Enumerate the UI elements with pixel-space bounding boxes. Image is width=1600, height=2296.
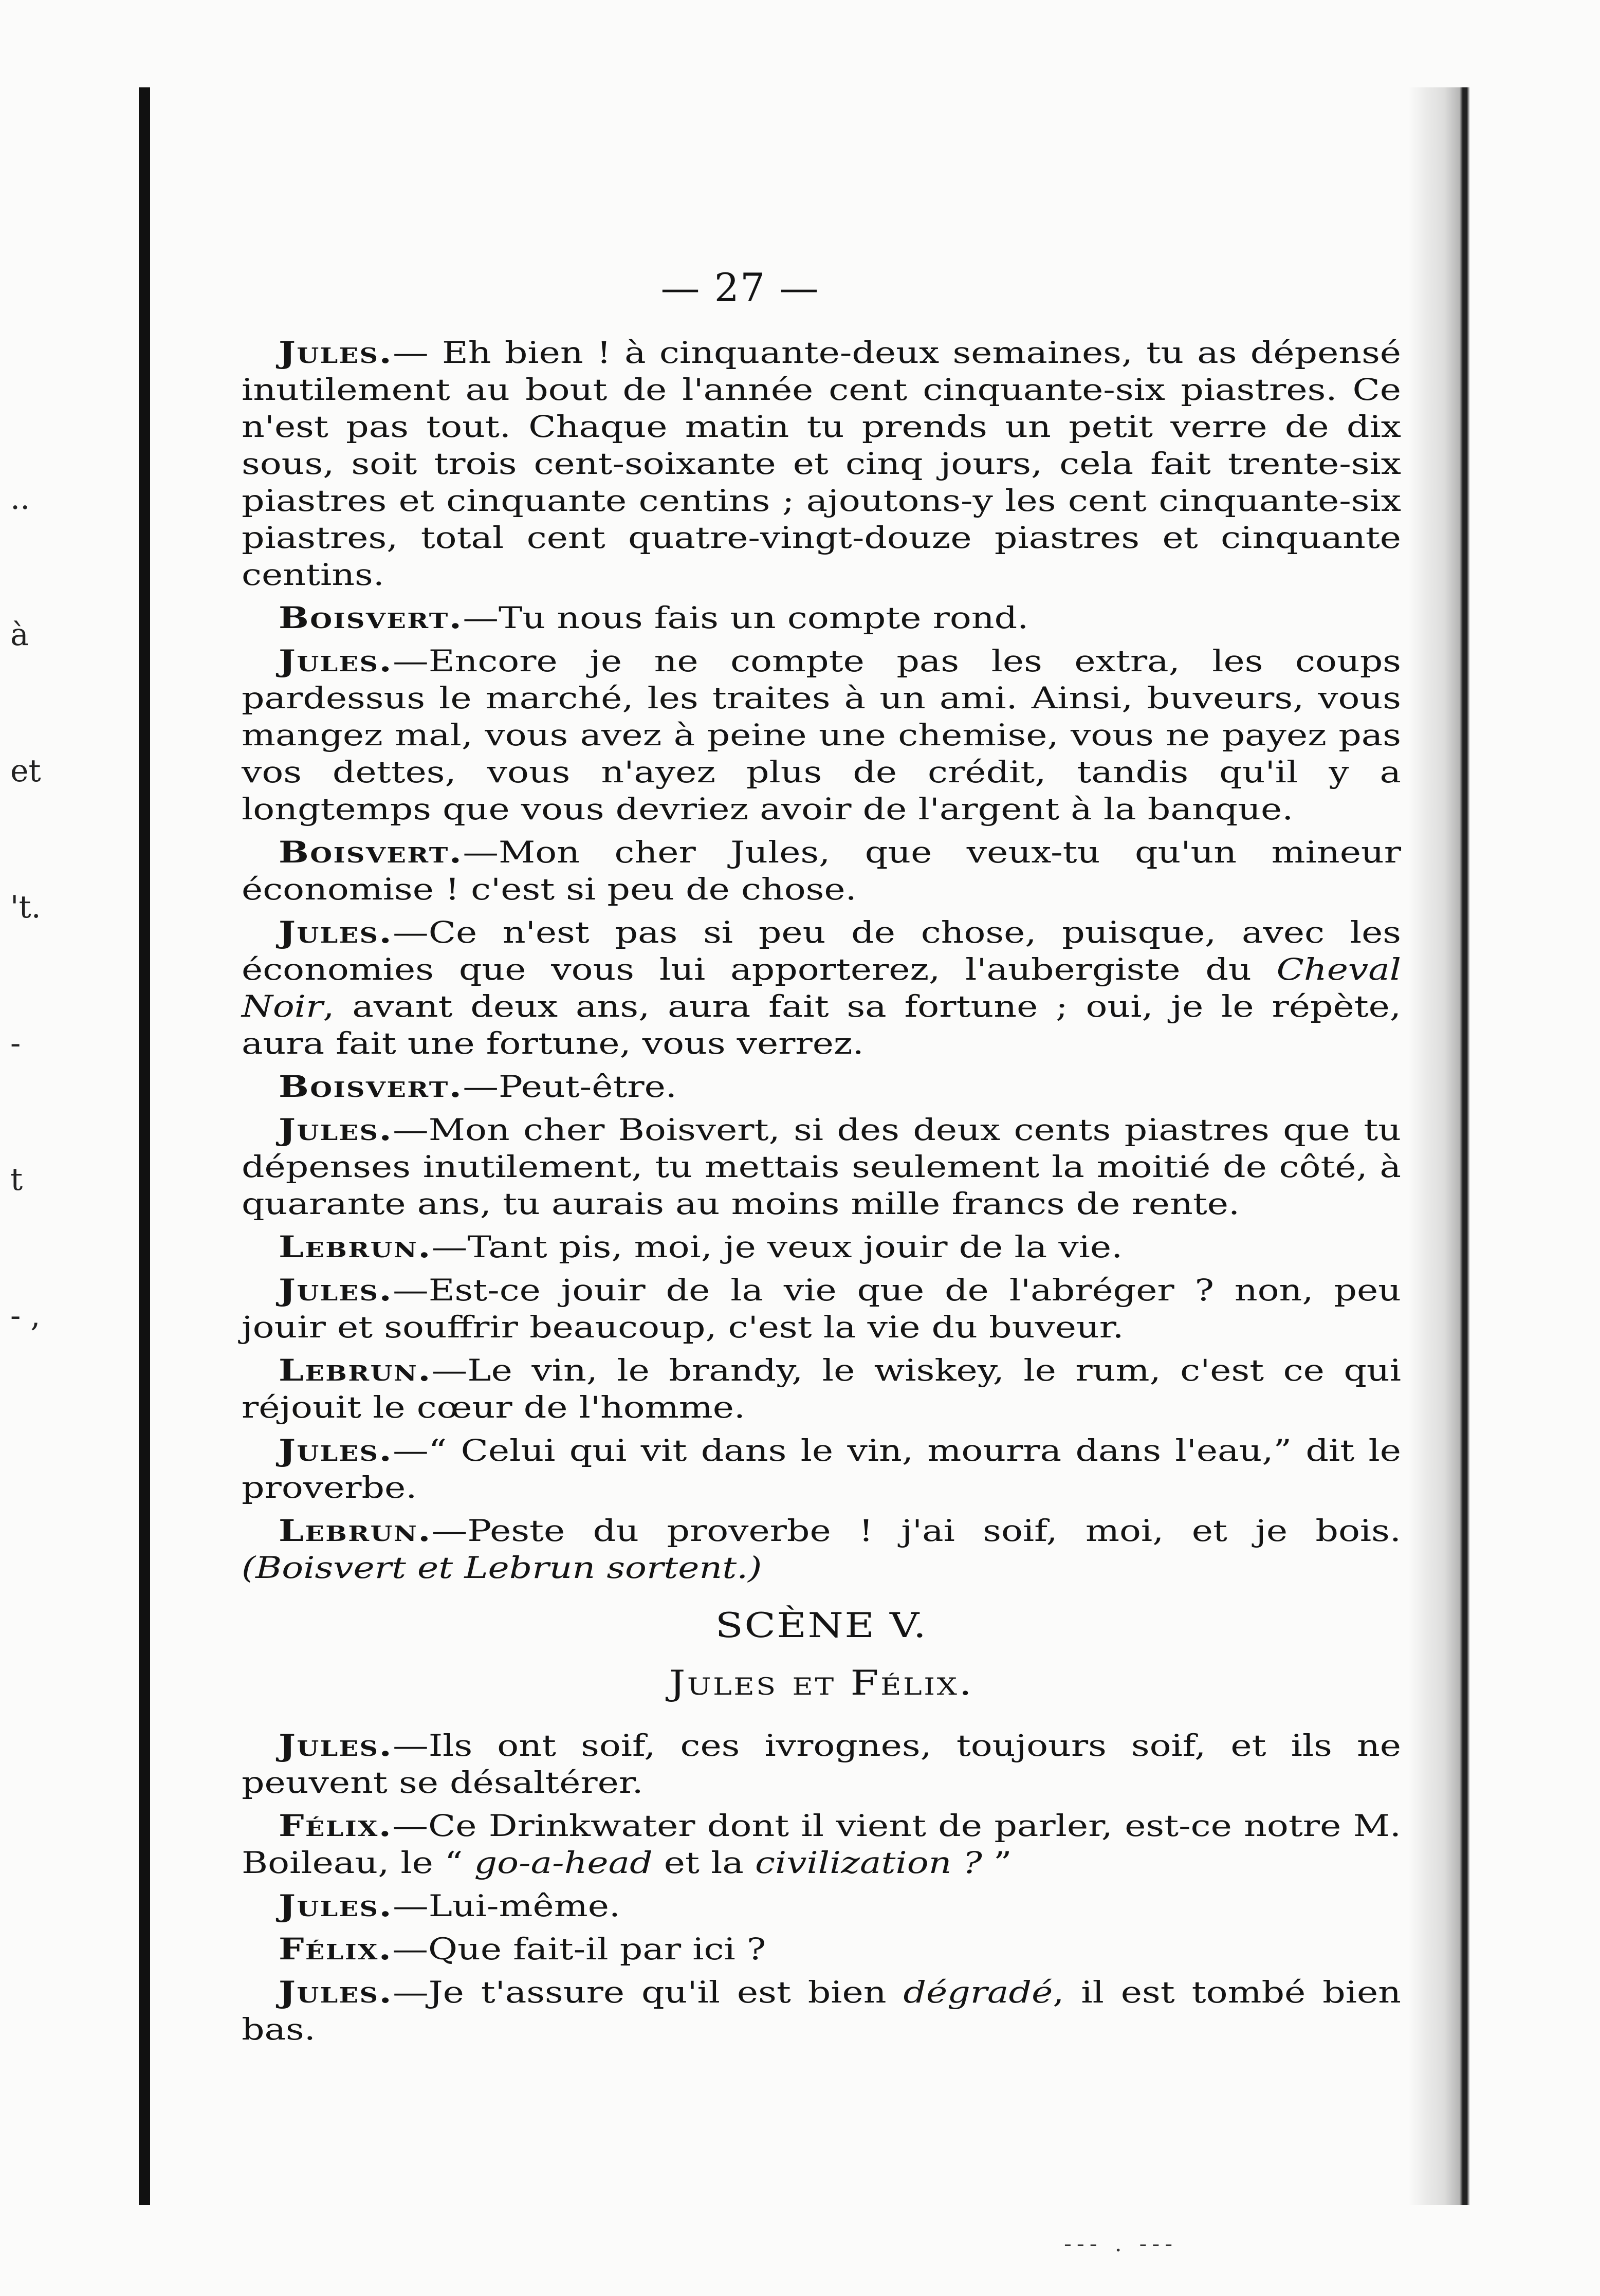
italic-text: Cheval Noir xyxy=(242,952,1401,1024)
speaker-name: Jules. xyxy=(279,1728,393,1763)
line-text: ” xyxy=(982,1845,1012,1880)
speaker-name: Jules. xyxy=(279,1975,393,2010)
line-text: —Ce Drinkwater dont il vient de parler, est-ce notre M. Boileau, le “ xyxy=(242,1808,1401,1880)
line-text: —Est-ce jouir de la vie que de l'abréger ? non, peu jouir et souffrir beaucoup, c'est la vie du buveur. xyxy=(242,1273,1401,1345)
speaker-name: Lebrun. xyxy=(279,1229,432,1264)
speaker-name: Lebrun. xyxy=(279,1353,432,1388)
margin-mark: - xyxy=(10,1025,21,1061)
line-text: —Ils ont soif, ces ivrognes, toujours soif, et ils ne peuvent se désaltérer. xyxy=(242,1728,1401,1800)
margin-mark: - , xyxy=(10,1298,41,1334)
dialogue-line xyxy=(242,834,1401,908)
margin-mark: et xyxy=(10,753,41,789)
line-text: —Peste du proverbe ! j'ai soif, moi, et je bois. xyxy=(431,1513,1402,1548)
speaker-name: Jules. xyxy=(279,644,393,678)
dialogue-line xyxy=(242,914,1401,1062)
speaker-name: Félix. xyxy=(279,1808,393,1843)
line-text: —Peut-être. xyxy=(463,1069,677,1104)
dialogue-line xyxy=(242,1111,1401,1222)
margin-mark: 't. xyxy=(10,889,41,925)
line-text: —“ Celui qui vit dans le vin, mourra dans l'eau,” dit le proverbe. xyxy=(242,1433,1401,1505)
line-text: —Tant pis, moi, je veux jouir de la vie. xyxy=(431,1229,1123,1264)
dialogue-line xyxy=(242,599,1401,636)
dialogue-line xyxy=(242,1352,1401,1426)
margin-mark: t xyxy=(10,1162,23,1198)
scene-characters: Jules et Félix. xyxy=(669,1663,974,1703)
line-text: —Le vin, le brandy, le wiskey, le rum, c'est ce qui réjouit le cœur de l'homme. xyxy=(242,1353,1402,1425)
dialogue-line xyxy=(242,1432,1401,1506)
speaker-name: Lebrun. xyxy=(279,1513,432,1548)
dialogue-line xyxy=(242,1272,1401,1346)
line-text: —Encore je ne compte pas les extra, les coups pardessus le marché, les traites à un ami. Ainsi, buveurs, vous mangez mal, vous avez à peine une chemise, vous ne payez pas vos dettes, vous n'ayez plus de crédit, tandis qu'il y a longtemps que vous devriez avoir de l'argent à la banque. xyxy=(242,644,1401,826)
dialogue-line xyxy=(242,642,1401,828)
dialogue-line xyxy=(242,1974,1401,2048)
speaker-name: Jules. xyxy=(279,915,393,950)
italic-text: go-a-head xyxy=(474,1845,653,1880)
play-text xyxy=(242,334,1401,2054)
page-fold-edge xyxy=(1408,87,1470,2205)
dialogue-line xyxy=(242,1512,1401,1586)
dialogue-line xyxy=(242,1887,1401,1924)
speaker-name: Jules. xyxy=(279,1433,393,1468)
speaker-name: Jules. xyxy=(279,1273,393,1308)
line-text: —Mon cher Jules, que veux-tu qu'un mineur économise ! c'est si peu de chose. xyxy=(242,835,1402,907)
speaker-name: Jules. xyxy=(279,335,393,370)
dialogue-line xyxy=(242,1807,1401,1881)
stage-direction: (Boisvert et Lebrun sortent.) xyxy=(242,1550,762,1585)
line-text: et la xyxy=(652,1845,755,1880)
dialogue-line xyxy=(242,334,1401,593)
line-text: —Lui-même. xyxy=(393,1888,621,1923)
line-text: — Eh bien ! à cinquante-deux semaines, tu as dépensé inutilement au bout de l'année cent cinquante-six piastres. Ce n'est pas tout. Chaque matin tu prends un petit verre de dix sous, soit trois cent-soixante et cinq jours, cela fait trente-six piastres et cinquante centins ; ajoutons-y les cent cinquante-six piastres, total cent quatre-vingt-douze piastres et cinquante centins. xyxy=(242,335,1401,592)
line-text: —Que fait-il par ici ? xyxy=(392,1932,766,1967)
speaker-name: Jules. xyxy=(279,1112,393,1147)
dialogue-line xyxy=(242,1931,1401,1968)
footer-marks: --- . --- xyxy=(1064,2231,1178,2257)
line-text: —Mon cher Boisvert, si des deux cents piastres que tu dépenses inutilement, tu mettais seulement la moitié de côté, à quarante ans, tu aurais au moins mille francs de rente. xyxy=(242,1112,1401,1221)
line-text: —Je t'assure qu'il est bien xyxy=(393,1975,904,2010)
speaker-name: Boisvert. xyxy=(279,1069,463,1104)
line-text: —Tu nous fais un compte rond. xyxy=(463,600,1029,635)
italic-text: dégradé xyxy=(903,1975,1053,2010)
margin-bleed-marks xyxy=(10,483,103,1437)
page-binding-rule xyxy=(139,87,150,2205)
scene-title: SCÈNE V. xyxy=(715,1606,928,1645)
italic-text: civilization ? xyxy=(755,1845,982,1880)
speaker-name: Boisvert. xyxy=(279,600,463,635)
speaker-name: Boisvert. xyxy=(279,835,463,870)
line-text: , il est tombé bien bas. xyxy=(242,1975,1401,2047)
dialogue-line xyxy=(242,1068,1401,1105)
line-text: , avant deux ans, aura fait sa fortune ; oui, je le répète, aura fait une fortune, vous verrez. xyxy=(242,989,1401,1061)
margin-mark: à xyxy=(10,617,29,653)
dialogue-line xyxy=(242,1727,1401,1801)
speaker-name: Jules. xyxy=(279,1888,393,1923)
margin-mark: .. xyxy=(10,481,30,517)
line-text: —Ce n'est pas si peu de chose, puisque, avec les économies que vous lui apporterez, l'aubergiste du xyxy=(242,915,1401,987)
page-number: — 27 — xyxy=(660,265,820,310)
dialogue-line xyxy=(242,1228,1401,1265)
speaker-name: Félix. xyxy=(279,1932,393,1967)
